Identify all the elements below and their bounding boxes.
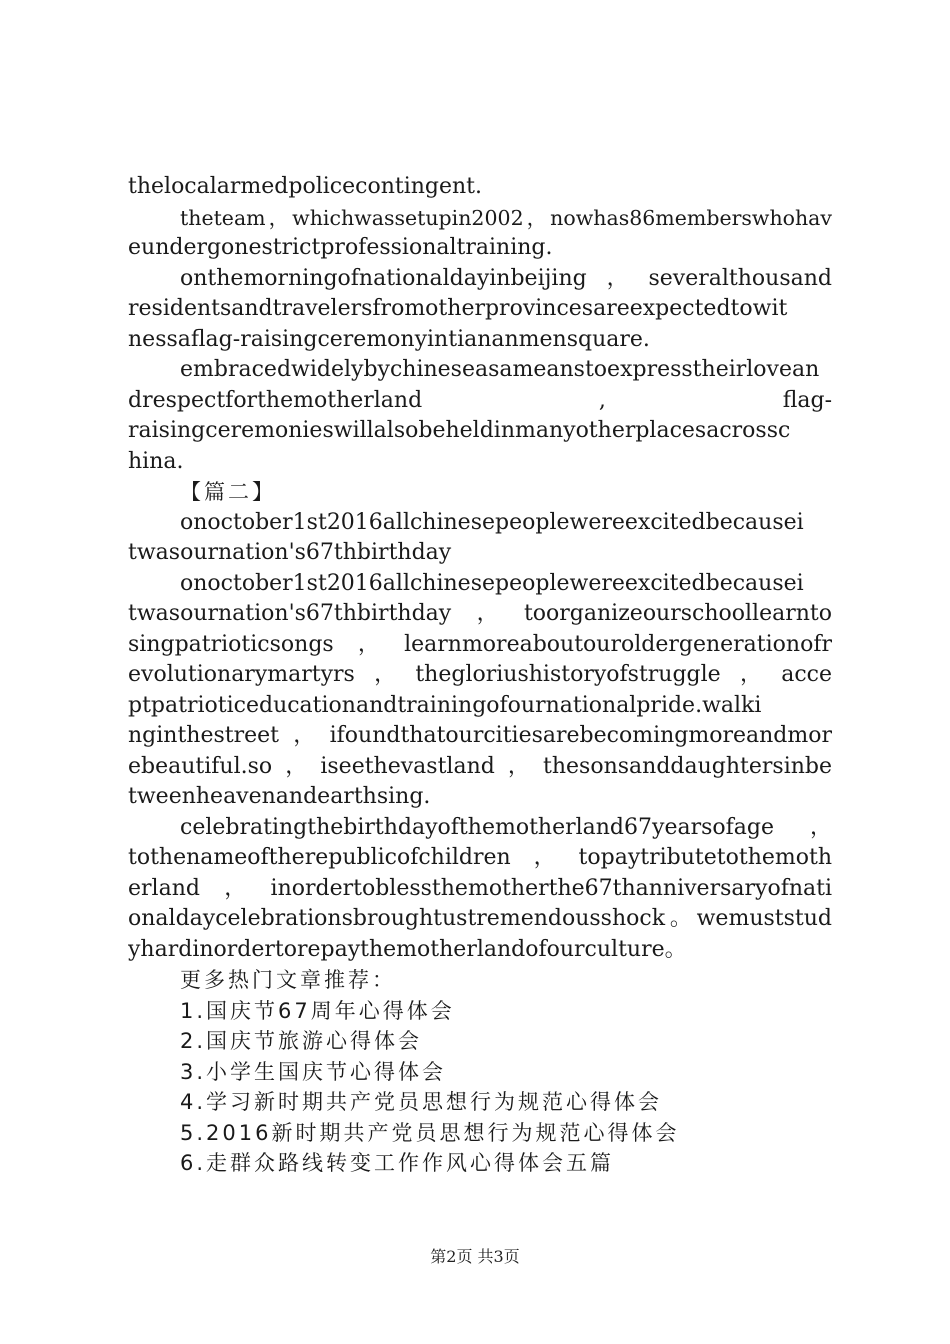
text-line-content: 5.2016新时期共产党员思想行为规范心得体会 bbox=[180, 1120, 680, 1145]
text-line-content: 6.走群众路线转变工作作风心得体会五篇 bbox=[180, 1151, 615, 1175]
text-line bbox=[128, 325, 832, 356]
text-line-cjk bbox=[128, 1148, 832, 1179]
text-line-content: hina. bbox=[128, 448, 184, 474]
text-line-cjk bbox=[128, 1087, 832, 1118]
text-line bbox=[128, 874, 832, 905]
text-line-content: 1.国庆节67周年心得体会 bbox=[180, 998, 455, 1023]
text-line-content: erland，inordertoblessthemotherthe67thanniversaryofnati bbox=[128, 875, 832, 901]
text-line-content: nginthestreet，ifoundthatourcitiesarebecomingmoreandmor bbox=[128, 723, 832, 748]
text-line bbox=[128, 660, 832, 691]
text-line bbox=[128, 294, 832, 325]
text-line bbox=[128, 172, 832, 203]
text-line-content: residentsandtravelersfromotherprovincesareexpectedtowit bbox=[128, 296, 788, 321]
text-line bbox=[128, 691, 832, 722]
text-line-content: ebeautiful.so，iseethevastland，thesonsanddaughtersinbe bbox=[128, 753, 832, 779]
text-line-cjk bbox=[128, 1026, 832, 1057]
text-line-content: tweenheavenandearthsing. bbox=[128, 784, 431, 809]
text-line bbox=[128, 508, 832, 539]
text-line-content: 更多热门文章推荐： bbox=[180, 968, 396, 992]
text-line-cjk bbox=[128, 1118, 832, 1149]
page-footer bbox=[0, 1244, 950, 1267]
text-line-content: evolutionarymartyrs，thegloriushistoryofstruggle，acce bbox=[128, 662, 832, 687]
text-line-content: tothenameoftherepublicofchildren，topaytributetothemoth bbox=[128, 845, 832, 870]
text-line bbox=[128, 386, 832, 417]
text-line-cjk bbox=[128, 1057, 832, 1088]
text-line-content: twasournation's67thbirthday，toorganizeourschoollearnto bbox=[128, 601, 832, 626]
text-line-content: 4.学习新时期共产党员思想行为规范心得体会 bbox=[180, 1090, 663, 1114]
text-line bbox=[128, 752, 832, 783]
text-line bbox=[128, 264, 832, 295]
text-line-content: onaldaycelebrationsbroughtustremendousshock。wemuststud bbox=[128, 906, 832, 931]
text-line bbox=[128, 630, 832, 661]
text-line-cjk bbox=[128, 996, 832, 1027]
text-line-content: 3.小学生国庆节心得体会 bbox=[180, 1059, 447, 1084]
text-line bbox=[128, 447, 832, 478]
text-line-content: raisingceremonieswillalsobeheldinmanyotherplacesacrossc bbox=[128, 418, 791, 443]
text-line bbox=[128, 782, 832, 813]
text-line-content: ptpatrioticeducationandtrainingofournationalpride.walki bbox=[128, 692, 762, 718]
text-line-cjk bbox=[128, 477, 832, 508]
text-line bbox=[128, 843, 832, 874]
text-line-content: nessaflag-raisingceremonyintiananmensquare. bbox=[128, 326, 650, 352]
text-line bbox=[128, 599, 832, 630]
text-line-content: onoctober1st2016allchinesepeoplewereexcitedbecausei bbox=[180, 509, 804, 535]
text-line-content: yhardinordertorepaythemotherlandofourculture。 bbox=[128, 936, 687, 962]
text-line bbox=[128, 355, 832, 386]
text-line-content: drespectforthemotherland , flag- bbox=[128, 387, 832, 413]
text-line-content: onthemorningofnationaldayinbeijing，severalthousand bbox=[180, 265, 832, 291]
text-line-content: 2.国庆节旅游心得体会 bbox=[180, 1029, 423, 1053]
text-line-content: celebratingthebirthdayofthemotherland67yearsofage， bbox=[180, 814, 832, 840]
text-line-content: embracedwidelybychineseasameanstoexpresstheirlovean bbox=[180, 357, 820, 382]
document-body bbox=[128, 172, 832, 1179]
text-line-cjk bbox=[128, 965, 832, 996]
text-line-content: thelocalarmedpolicecontingent. bbox=[128, 174, 483, 199]
text-line bbox=[128, 538, 832, 569]
text-line-content: twasournation's67thbirthday bbox=[128, 540, 452, 565]
text-line-content: 【篇二】 bbox=[180, 480, 276, 504]
text-line bbox=[128, 569, 832, 600]
text-line-content: onoctober1st2016allchinesepeoplewereexcitedbecausei bbox=[180, 570, 804, 596]
text-line bbox=[128, 904, 832, 935]
text-line-content: eundergonestrictprofessionaltraining. bbox=[128, 235, 553, 260]
page-number-label: 第2页 共3页 bbox=[430, 1247, 520, 1266]
text-line bbox=[128, 203, 832, 234]
text-line bbox=[128, 935, 832, 966]
text-line bbox=[128, 233, 832, 264]
text-line-content: theteam，whichwassetupin2002，nowhas86memberswhohav bbox=[180, 205, 832, 230]
text-line bbox=[128, 416, 832, 447]
text-line bbox=[128, 813, 832, 844]
text-line bbox=[128, 721, 832, 752]
text-line-content: singpatrioticsongs，learnmoreaboutouroldergenerationofr bbox=[128, 631, 832, 657]
